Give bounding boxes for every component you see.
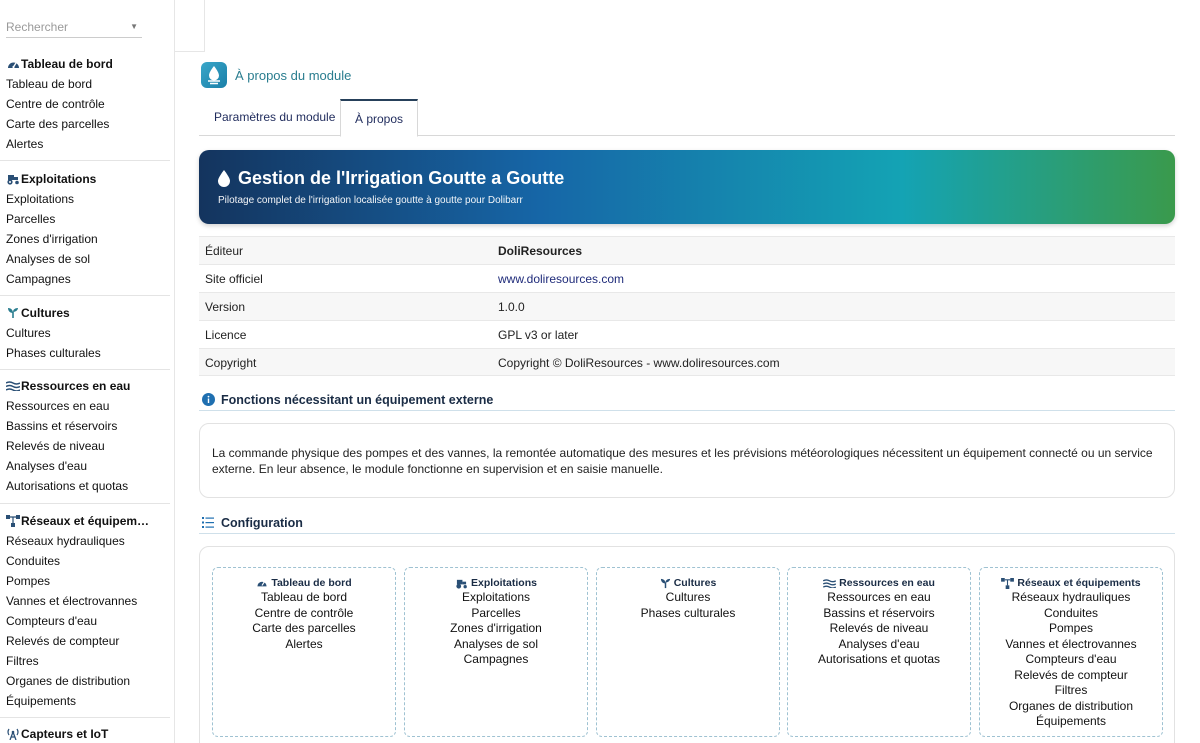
configuration-panel [199, 546, 1175, 743]
external-note: La commande physique des pompes et des vannes, la remontée automatique des mesures et les prévisions météorologiques nécessitent un équipement connecté ou un service externe. En leur absence, le module fonctionne en supervision et en saisie manuelle. [199, 423, 1175, 498]
menu-section-water [0, 369, 170, 496]
tab-about[interactable]: À propos [340, 99, 418, 137]
menu-item-level-readings[interactable]: Relevés de niveau [6, 439, 105, 453]
card-item: Cultures [665, 590, 711, 604]
card-item: Autorisations et quotas [817, 652, 941, 666]
menu-head-label: Tableau de bord [21, 57, 113, 71]
module-logo-icon [201, 62, 227, 88]
menu-item-soil-analyses[interactable]: Analyses de sol [6, 252, 91, 266]
network-icon [6, 514, 20, 528]
card-item: Pompes [1048, 621, 1094, 635]
card-item: Relevés de compteur [1014, 667, 1128, 682]
info-value: 1.0.0 [498, 300, 525, 314]
card-item: Phases culturales [640, 605, 736, 620]
menu-section-sensors [0, 717, 170, 743]
menu-item-farms[interactable]: Exploitations [6, 192, 75, 206]
card-title: Réseaux et équipements [1017, 577, 1141, 589]
card-item: Tableau de bord [260, 590, 348, 604]
water-waves-icon [6, 379, 20, 393]
card-item: Exploitations [461, 590, 531, 604]
card-title: Cultures [673, 577, 717, 589]
page-header [201, 62, 351, 88]
card-item: Analyses de sol [453, 636, 539, 651]
gauge-icon [256, 578, 268, 588]
menu-head-water[interactable] [0, 376, 170, 396]
seedling-icon [6, 306, 20, 320]
menu-item-campaigns[interactable]: Campagnes [6, 272, 71, 286]
module-banner [199, 150, 1175, 224]
card-title: Ressources en eau [839, 577, 935, 589]
menu-item-plots-map[interactable]: Carte des parcelles [6, 117, 110, 131]
info-value: DoliResources [498, 244, 583, 258]
menu-item-equipment[interactable]: Équipements [6, 694, 77, 708]
table-row [199, 236, 1175, 264]
menu-item-crops[interactable]: Cultures [6, 326, 51, 340]
chevron-down-icon[interactable]: ▼ [130, 22, 138, 31]
configuration-section-title [199, 512, 1175, 534]
menu-item-pumps[interactable]: Pompes [6, 574, 51, 588]
sidebar [0, 0, 175, 743]
menu-head-label: Cultures [21, 306, 70, 320]
tab-bar [199, 99, 1175, 136]
config-card-water[interactable] [787, 567, 971, 737]
card-item: Campagnes [463, 652, 529, 666]
card-item: Vannes et électrovannes [1005, 636, 1137, 651]
menu-item-plots[interactable]: Parcelles [6, 212, 56, 226]
card-title: Tableau de bord [271, 577, 352, 589]
card-item: Analyses d'eau [838, 636, 920, 651]
card-item: Bassins et réservoirs [823, 605, 935, 620]
section-title-text: Fonctions nécessitant un équipement externe [221, 392, 494, 407]
menu-item-crop-phases[interactable]: Phases culturales [6, 346, 101, 360]
card-item: Centre de contrôle [254, 605, 354, 620]
menu-item-water-analyses[interactable]: Analyses d'eau [6, 459, 88, 473]
page-title: À propos du module [235, 67, 352, 83]
main-content [199, 0, 1175, 743]
table-row [199, 292, 1175, 320]
table-row [199, 264, 1175, 292]
info-circle-icon [201, 393, 215, 407]
info-label: Site officiel [205, 272, 263, 286]
card-item: Ressources en eau [827, 590, 931, 604]
menu-item-valves[interactable]: Vannes et électrovannes [6, 594, 138, 608]
menu-item-dashboard[interactable]: Tableau de bord [6, 77, 93, 91]
menu-item-meter-readings[interactable]: Relevés de compteur [6, 634, 120, 648]
card-item: Compteurs d'eau [1025, 652, 1117, 666]
search-select[interactable] [6, 17, 142, 38]
config-card-dashboard[interactable] [212, 567, 396, 737]
table-row [199, 320, 1175, 348]
card-item: Réseaux hydrauliques [1011, 590, 1131, 604]
menu-head-farms[interactable] [0, 169, 170, 189]
search-placeholder: Rechercher [6, 20, 69, 34]
config-card-crops[interactable] [596, 567, 780, 737]
network-icon [1001, 578, 1014, 589]
config-card-networks[interactable] [979, 567, 1163, 737]
list-icon [201, 516, 215, 530]
menu-item-reservoirs[interactable]: Bassins et réservoirs [6, 419, 118, 433]
menu-head-label: Capteurs et IoT [21, 727, 109, 741]
antenna-icon [6, 727, 20, 741]
menu-section-dashboard [0, 54, 170, 154]
menu-item-hydraulic-networks[interactable]: Réseaux hydrauliques [6, 534, 125, 548]
card-item: Carte des parcelles [252, 621, 356, 635]
menu-head-networks[interactable] [0, 511, 170, 531]
menu-head-dashboard[interactable] [0, 54, 170, 74]
card-item: Conduites [1043, 605, 1099, 620]
menu-head-label: Exploitations [21, 172, 97, 186]
menu-section-networks [0, 503, 170, 711]
card-item: Zones d'irrigation [450, 621, 542, 635]
card-item: Équipements [1035, 714, 1107, 728]
card-item: Parcelles [471, 605, 521, 620]
info-label: Version [205, 300, 246, 314]
info-label: Éditeur [205, 244, 244, 258]
info-label: Licence [205, 328, 247, 342]
seedling-icon [660, 578, 671, 589]
external-section-title [199, 389, 1175, 411]
table-row [199, 348, 1175, 376]
menu-item-pipes[interactable]: Conduites [6, 554, 61, 568]
water-waves-icon [823, 579, 836, 588]
card-item: Organes de distribution [1008, 698, 1134, 713]
menu-item-water-resources[interactable]: Ressources en eau [6, 399, 110, 413]
menu-head-label: Réseaux et équipem… [21, 514, 150, 528]
tractor-icon [6, 172, 20, 186]
module-info-table [199, 236, 1175, 376]
banner-subtitle: Pilotage complet de l'irrigation localisée goutte à goutte pour Dolibarr [218, 195, 523, 206]
banner-title: Gestion de l'Irrigation Goutte a Goutte [238, 168, 565, 188]
card-item: Alertes [285, 636, 323, 651]
water-drop-icon [218, 170, 230, 187]
menu-item-authorizations[interactable]: Autorisations et quotas [6, 479, 129, 493]
card-item: Relevés de niveau [829, 621, 929, 635]
info-value: GPL v3 or later [498, 328, 579, 342]
info-value: Copyright © DoliResources - www.doliresources.com [498, 356, 780, 370]
menu-section-crops [0, 295, 170, 363]
menu-head-sensors[interactable] [0, 724, 170, 743]
website-link[interactable]: www.doliresources.com [498, 272, 625, 286]
tractor-icon [455, 578, 468, 589]
card-item: Filtres [1054, 683, 1088, 697]
config-card-farms[interactable] [404, 567, 588, 737]
gauge-icon [6, 57, 20, 71]
menu-item-distribution[interactable]: Organes de distribution [6, 674, 131, 688]
menu-section-farms [0, 160, 170, 289]
menu-item-irrigation-zones[interactable]: Zones d'irrigation [6, 232, 98, 246]
card-title: Exploitations [471, 577, 537, 589]
menu-item-control-center[interactable]: Centre de contrôle [6, 97, 105, 111]
info-label: Copyright [205, 356, 257, 370]
menu-item-water-meters[interactable]: Compteurs d'eau [6, 614, 98, 628]
menu-head-crops[interactable] [0, 303, 170, 323]
menu-item-filters[interactable]: Filtres [6, 654, 39, 668]
menu-item-alerts[interactable]: Alertes [6, 137, 44, 151]
menu-head-label: Ressources en eau [21, 379, 131, 393]
tab-module-settings[interactable]: Paramètres du module [214, 110, 336, 124]
section-title-text: Configuration [221, 515, 303, 530]
